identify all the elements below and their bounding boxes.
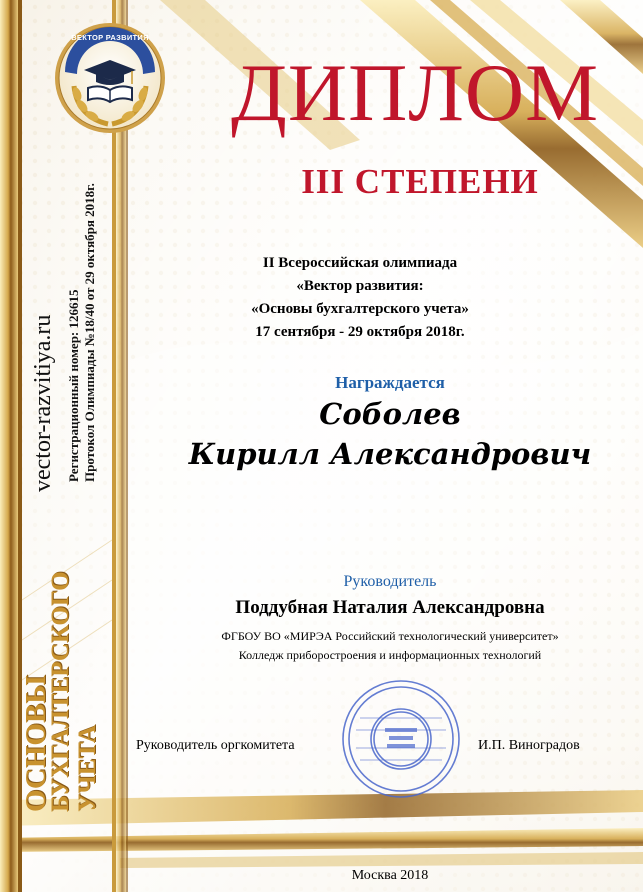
course-title-line-1: ОСНОВЫ (20, 675, 52, 812)
supervisor-label: Руководитель (343, 573, 437, 590)
supervisor-name: Поддубная Наталия Александровна (235, 597, 545, 618)
protocol-text: Протокол Олимпиады №18/40 от 29 октября 2018г. (82, 183, 97, 482)
diploma-title: ДИПЛОМ (230, 47, 600, 138)
course-title-line-2: БУХГАЛТЕРСКОГО (47, 571, 74, 812)
logo-arc-text: ВЕКТОР РАЗВИТИЯ (71, 33, 149, 42)
event-line-4: 17 сентября - 29 октября 2018г. (255, 324, 465, 340)
footer-city-year: Москва 2018 (351, 868, 429, 883)
signature-right-name: И.П. Виноградов (478, 738, 580, 753)
event-block (40, 252, 643, 344)
signature-left-label: Руководитель оргкомитета (136, 738, 295, 753)
awarded-label: Награждается (335, 373, 445, 392)
event-line-1: II Всероссийская олимпиада (262, 255, 458, 271)
registration-number: Регистрационный номер: 126615 (66, 289, 81, 482)
event-line-3: «Основы бухгалтерского учета» (251, 301, 469, 317)
degree-label: III СТЕПЕНИ (301, 162, 539, 201)
course-title-line-3: УЧЕТА (74, 725, 101, 812)
supervisor-org-line-1: ФГБОУ ВО «МИРЭА Российский технологический университет» (221, 629, 559, 643)
event-line-2: «Вектор развития: (296, 278, 424, 294)
website-text: vector-razvitiya.ru (30, 314, 56, 492)
recipient-name: Кирилл Александрович (188, 437, 592, 471)
organization-stamp (340, 678, 462, 800)
supervisor-org-line-2: Колледж приборостроения и информационных технологий (238, 648, 542, 662)
recipient-surname: Соболев (319, 397, 461, 431)
graduation-cap-on-book-icon (82, 58, 138, 104)
